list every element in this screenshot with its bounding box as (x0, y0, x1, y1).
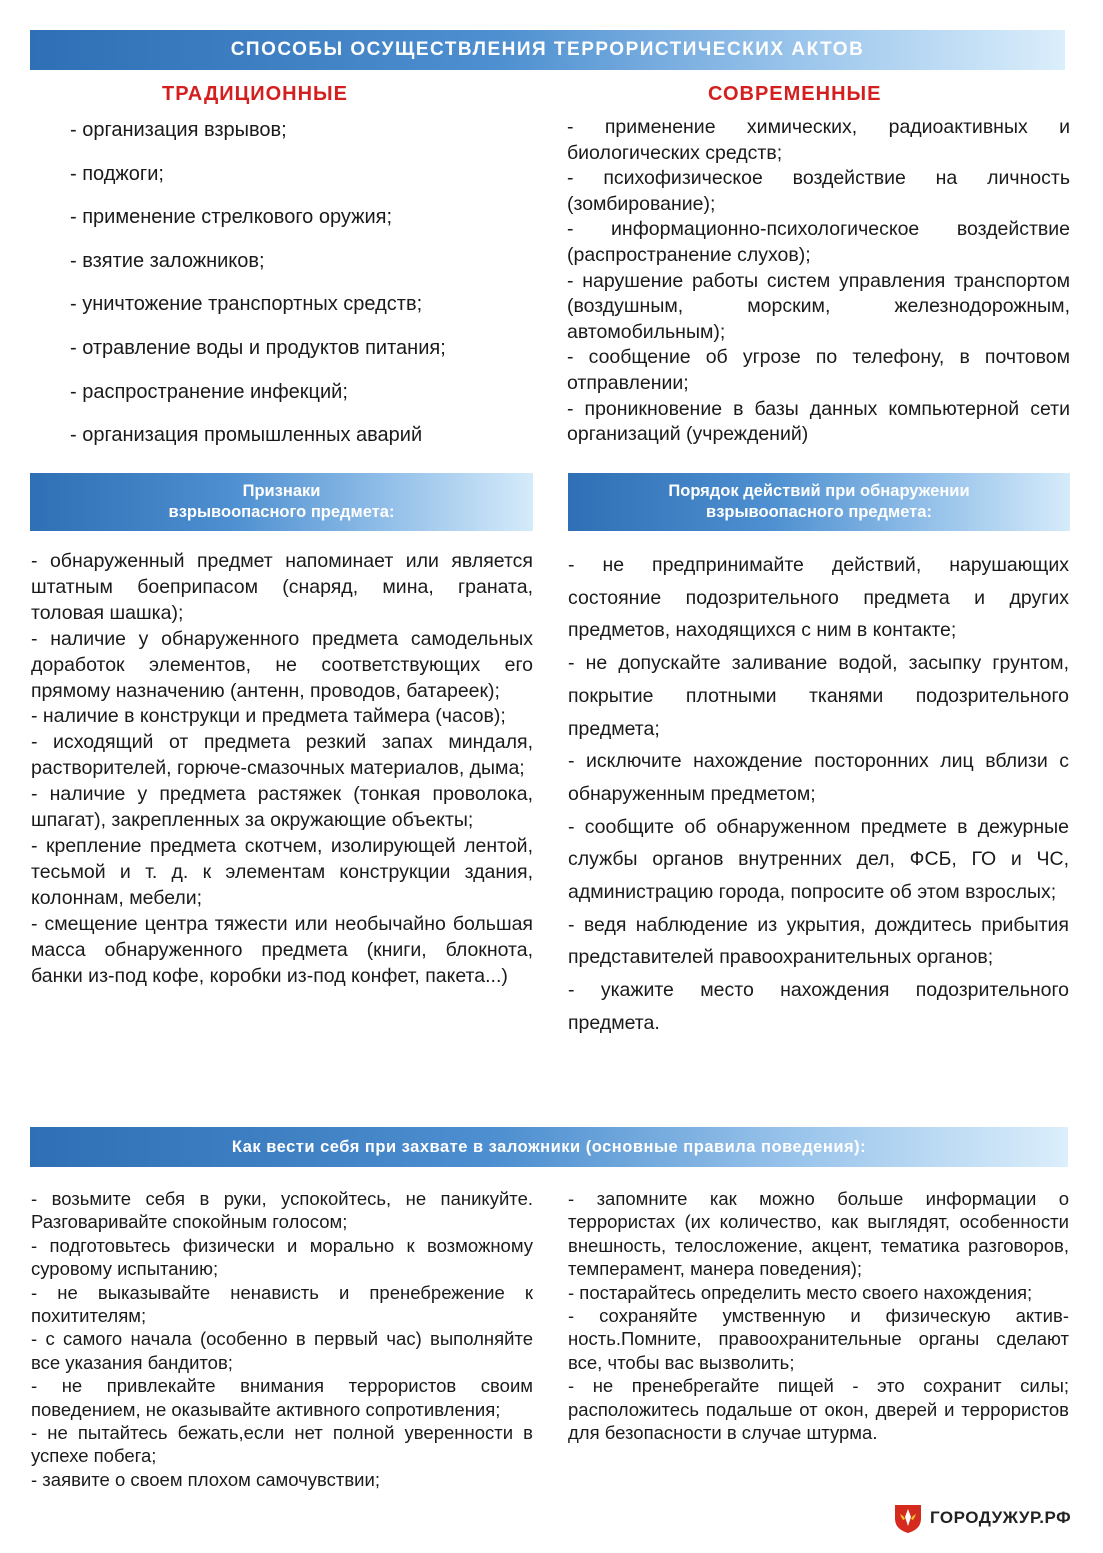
hostage-left-list (31, 1187, 533, 1491)
traditional-list (70, 116, 446, 465)
list-item: - ведя наблюдение из укрытия, дождитесь прибытия представителей правоохранительных органов; (568, 913, 1069, 969)
list-item: - организация взрывов; (70, 119, 287, 141)
list-item: - организация промышленных аварий (70, 424, 423, 447)
actions-title-line2: взрывоопасного предмета: (706, 503, 932, 521)
list-item: - обнаруженный предмет напоминает или является штатным боеприпасом (снаряд, мина, граната, толовая шашка); (31, 550, 533, 624)
list-item: - не предпринимайте действий, нарушающих состояние подозрительного предмета и других предметов, находящихся с ним в контакте; (568, 554, 1069, 642)
list-item: - возьмите себя в руки, успокойтесь, не паникуйте. Разговаривайте спокойным голосом; (31, 1188, 533, 1233)
modern-title: СОВРЕМЕННЫЕ (708, 83, 882, 105)
brand-name: ГОРОДУЖУР.РФ (930, 1508, 1072, 1527)
list-item: - наличие у предмета растяжек (тонкая проволока, шпагат), закрепленных за окружающие объекты; (31, 783, 533, 832)
hostage-right-list (568, 1187, 1069, 1444)
list-item: - отравление воды и продуктов питания; (70, 336, 446, 359)
list-item: - нарушение работы систем управления транспортом (воздушным, морским, железнодорожным, автомобильным); (567, 269, 1070, 343)
list-item: - исходящий от предмета резкий запах миндаля, растворителей, горюче-смазочных материалов, дыма; (31, 731, 533, 780)
city-emblem-icon (892, 1502, 924, 1534)
list-item: - психофизическое воздействие на личность (зомбирование); (567, 167, 1070, 215)
actions-header (568, 473, 1070, 531)
list-item: - сохраняйте умственную и физическую активность.Помните, правоохранительные органы сделают все, чтобы вас вызволить; (568, 1305, 1069, 1373)
list-item: - запомните как можно больше информации о террористах (их количество, как выглядят, особенности внешность, телосложение, акцент, тематика разговоров, темперамент, манера поведения); (568, 1188, 1069, 1280)
list-item: - наличие у обнаруженного предмета самодельных доработок элементов, не соответствующих его прямому назначению (антенн, проводов, батареек); (31, 627, 533, 702)
list-item: - постарайтесь определить место своего нахождения; (568, 1281, 1033, 1303)
list-item: - поджоги; (70, 162, 164, 185)
list-item: - крепление предмета скотчем, изолирующей лентой, тесьмой и т. д. к элементам конструкции здания, колоннам, мебели; (31, 834, 533, 909)
list-item: - укажите место нахождения подозрительного предмета. (568, 979, 1069, 1034)
main-title: СПОСОБЫ ОСУЩЕСТВЛЕНИЯ ТЕРРОРИСТИЧЕСКИХ АКТОВ (230, 39, 865, 60)
list-item: - распространение инфекций; (70, 380, 348, 403)
list-item: - смещение центра тяжести или необычайно большая масса обнаруженного предмета (книги, блокнота, банки из-под кофе, коробки из-под конфет, пакета...) (31, 912, 533, 987)
modern-list (567, 115, 1070, 448)
list-item: - не привлекайте внимания террористов своим поведением, не оказывайте активного сопротивления; (31, 1375, 533, 1420)
list-item: - не пренебрегайте пищей - это сохранит силы; расположитесь подальше от окон, дверей и террористов для безопасности в случае штурма. (568, 1375, 1069, 1444)
site-brand[interactable] (892, 1502, 1071, 1534)
actions-list (568, 549, 1069, 1040)
list-item: - взятие заложников; (70, 249, 265, 272)
list-item: - проникновение в базы данных компьютерной сети организаций (учреждений) (567, 397, 1070, 446)
list-item: - информационно-психологическое воздействие (распространение слухов); (567, 218, 1070, 266)
actions-title-line1: Порядок действий при обнаружении (668, 482, 970, 500)
list-item: - подготовьтесь физически и морально к возможному суровому испытанию; (31, 1234, 533, 1280)
signs-list (31, 549, 533, 989)
list-item: - исключите нахождение посторонних лиц вблизи с обнаруженным предметом; (568, 750, 1069, 805)
list-item: - с самого начала (особенно в первый час) выполняйте все указания бандитов; (31, 1328, 533, 1373)
list-item: - применение стрелкового оружия; (70, 206, 393, 229)
main-title-banner (30, 30, 1065, 70)
hostage-title: Как вести себя при захвате в заложники (основные правила поведения): (231, 1137, 867, 1156)
list-item: - не допускайте заливание водой, засыпку грунтом, покрытие плотными тканями подозрительного предмета; (568, 652, 1069, 740)
list-item: - не пытайтесь бежать,если нет полной уверенности в успехе побега; (31, 1422, 533, 1467)
signs-header (30, 473, 533, 531)
signs-title-line1: Признаки (242, 482, 321, 500)
list-item: - сообщите об обнаруженном предмете в дежурные службы органов внутренних дел, ФСБ, ГО и ЧС, администрацию города, попросите об этом взрослых; (568, 815, 1069, 904)
list-item: - уничтожение транспортных средств; (70, 293, 423, 316)
list-item: - заявите о своем плохом самочувствии; (31, 1468, 380, 1490)
list-item: - применение химических, радиоактивных и биологических средств; (567, 116, 1070, 164)
list-item: - не выказывайте ненависть и пренебрежение к похитителям; (31, 1281, 533, 1327)
list-item: - наличие в конструкци и предмета таймера (часов); (31, 705, 506, 728)
hostage-banner (30, 1127, 1068, 1167)
signs-title-line2: взрывоопасного предмета: (168, 503, 395, 521)
traditional-title: ТРАДИЦИОННЫЕ (162, 83, 348, 105)
list-item: - сообщение об угрозе по телефону, в почтовом отправлении; (567, 346, 1070, 394)
